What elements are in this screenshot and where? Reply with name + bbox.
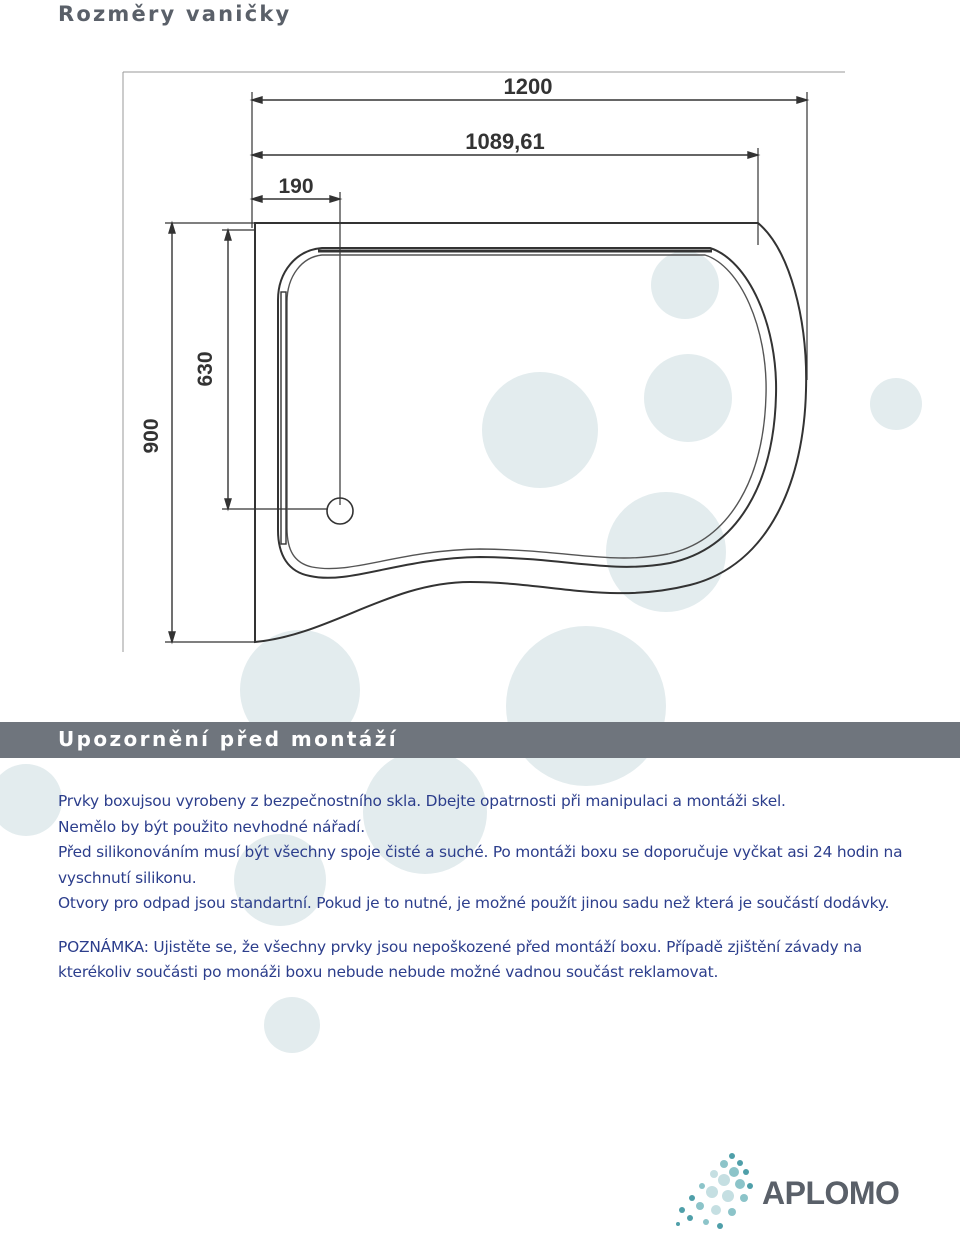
tray-outline (255, 223, 806, 642)
arrow-head (169, 223, 175, 233)
note-line: Prvky boxujsou vyrobeny z bezpečnostního skla. Dbejte opatrnosti při manipulaci a montáži skel. (58, 792, 786, 810)
tray-side-edge (281, 292, 286, 544)
arrow-head (252, 152, 262, 158)
note-line: Otvory pro odpad jsou standartní. Pokud je to nutné, je možné použít jinou sadu než která je součástí dodávky. (58, 894, 890, 912)
arrow-head (225, 230, 231, 240)
note-remark: POZNÁMKA: Ujistěte se, že všechny prvky jsou nepoškozené před montáží boxu. Případě zjištění závady na kterékoliv součásti po monáži boxu nebude nebude možné vadnou součást reklamovat. (58, 937, 862, 981)
arrow-head (330, 196, 340, 202)
arrow-head (252, 97, 262, 103)
arrow-head (225, 499, 231, 509)
bubble (0, 764, 62, 836)
section-banner (0, 722, 960, 758)
dim-label-190: 190 (278, 175, 314, 198)
assembly-notes (58, 789, 938, 986)
arrow-head (748, 152, 758, 158)
note-line: Nemělo by být použito nevhodné nářadí. (58, 817, 365, 836)
section-title: Upozornění před montáží (58, 727, 398, 751)
dim-label-900: 900 (140, 418, 163, 454)
logo-text: APLOMO (762, 1175, 900, 1211)
arrow-head (252, 196, 262, 202)
arrow-head (797, 97, 807, 103)
dim-label-630: 630 (194, 351, 217, 387)
dim-label-1200: 1200 (503, 74, 553, 99)
note-line: Před silikonováním musí být všechny spoje čisté a suché. Po montáži boxu se doporučuje vyčkat asi 24 hodin na vyschnutí silikonu. (58, 843, 903, 887)
page-title: Rozměry vaničky (58, 2, 292, 26)
tray-inner-rim (278, 248, 776, 578)
tray-dimension-drawing (0, 60, 960, 660)
logo-dots-icon (670, 1148, 765, 1233)
bubble (264, 997, 320, 1053)
dim-label-1089: 1089,61 (465, 129, 545, 154)
aplomo-logo (670, 1148, 930, 1233)
arrow-head (169, 632, 175, 642)
tray-inner-rim-2 (287, 255, 766, 569)
